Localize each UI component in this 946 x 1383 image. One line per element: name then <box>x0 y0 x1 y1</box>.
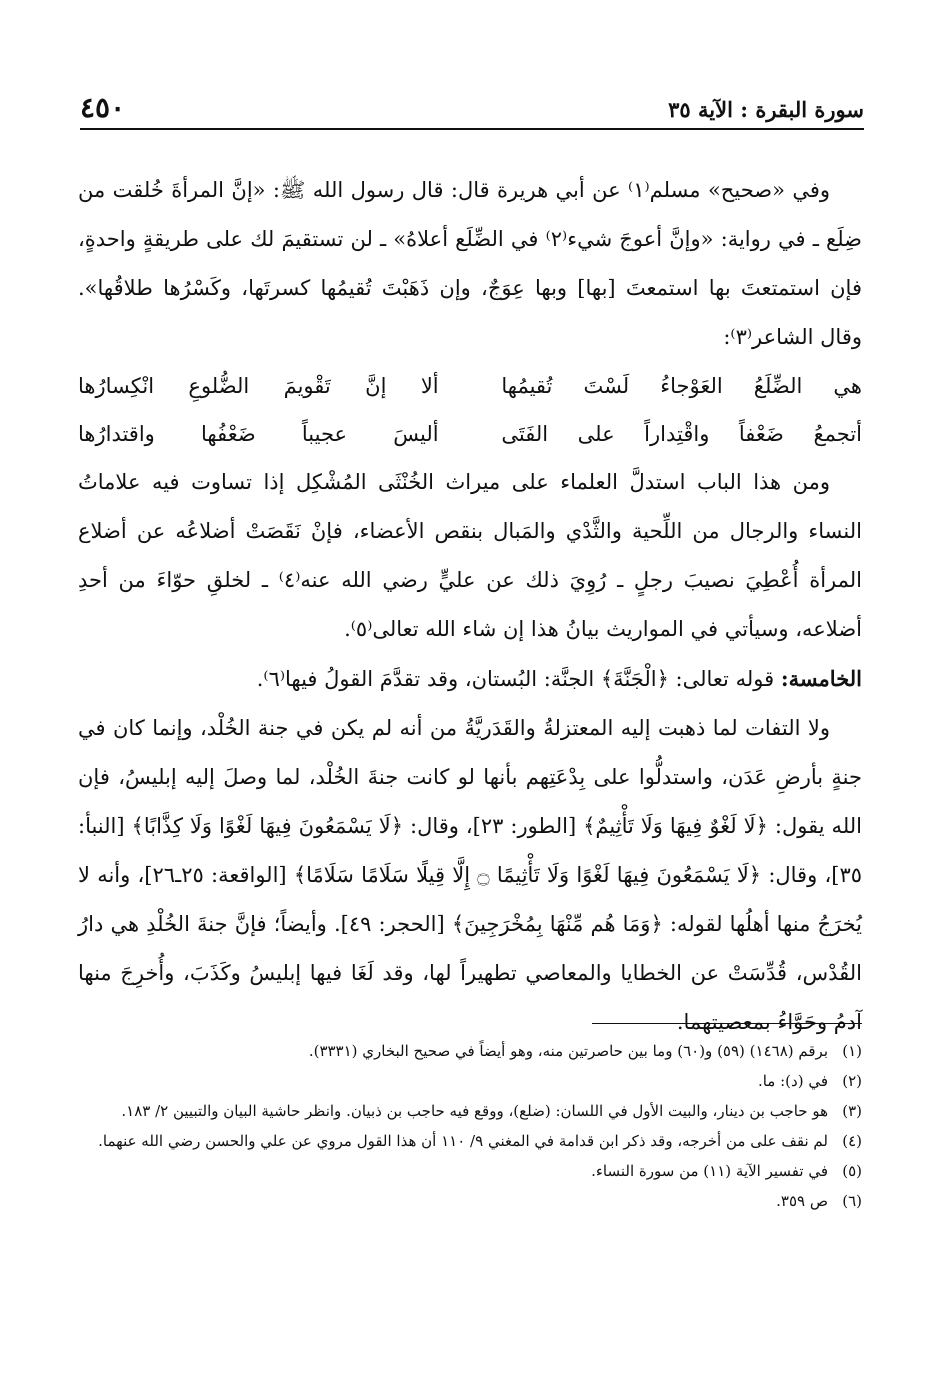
poem-verse <box>78 410 862 458</box>
footnote-text: ص ٣٥٩. <box>776 1192 828 1210</box>
verse-second-hemistich: أليسَ عجيباً ضَعْفُها واقتدارُها <box>78 422 439 446</box>
footnote-text: في (د): ما. <box>757 1072 828 1090</box>
section-text: قوله تعالى: ﴿الْجَنَّةَ﴾ الجنَّة: البُستان، وقد تقدَّمَ القولُ فيها⁽٦⁾. <box>256 667 775 691</box>
footnote-number: (٤) <box>842 1132 862 1150</box>
footnote-number: (٦) <box>842 1192 862 1210</box>
footnote-number: (٣) <box>842 1102 862 1120</box>
page-number: ٤٥٠ <box>80 91 126 124</box>
verse-first-hemistich: أتجمعُ ضَعْفاً واقْتِداراً على الفَتَى <box>501 422 862 446</box>
poem <box>78 362 862 458</box>
verse-first-hemistich: هي الضِّلَعُ العَوْجاءُ لَسْتَ تُقيمُها <box>501 374 862 398</box>
footnote-number: (٢) <box>842 1072 862 1090</box>
footnote-number: (١) <box>842 1042 862 1060</box>
running-head <box>80 88 864 130</box>
footnote <box>78 1096 862 1126</box>
footnote <box>78 1036 862 1066</box>
footnote-number: (٥) <box>842 1162 862 1180</box>
footnotes <box>78 1036 862 1216</box>
paragraph-fifth-issue <box>78 654 862 704</box>
verse-second-hemistich: ألا إنَّ تَقْويمَ الضُّلوعِ انْكِسارُها <box>78 374 439 398</box>
surah-title: سورة البقرة : الآية ٣٥ <box>668 97 864 122</box>
footnote-text: لم نقف على من أخرجه، وقد ذكر ابن قدامة في المغني ٩/ ١١٠ أن هذا القول مروي عن علي والحسن رضي الله عنهما. <box>98 1132 828 1150</box>
footnote <box>78 1066 862 1096</box>
paragraph-paradise: ولا التفات لما ذهبت إليه المعتزلةُ والقَدَريَّةُ من أنه لم يكن في جنة الخُلْد، وإنما كان في جنةٍ بأرضِ عَدَن، واستدلُّوا على بِدْعَتِهم بأنها لو كانت جنةَ الخُلْد، لما وصلَ إليه إبليسُ، فإن الله يقول: ﴿لَا لَغْوٌ فِيهَا وَلَا تَأْثِيمٌ﴾ [الطور: ٢٣]، وقال: ﴿لَا يَسْمَعُونَ فِيهَا لَغْوًا وَلَا كِذَّابًا﴾ [النبأ: ٣٥]، وقال: ﴿لَا يَسْمَعُونَ فِيهَا لَغْوًا وَلَا تَأْثِيمًا ۝ إِلَّا قِيلًا سَلَامًا سَلَامًا﴾ [الواقعة: ٢٥ـ٢٦]، وأنه لا يُخرَجُ منها أهلُها لقوله: ﴿وَمَا هُم مِّنْهَا بِمُخْرَجِينَ﴾ [الحجر: ٤٩]. وأيضاً؛ فإنَّ جنةَ الخُلْدِ هي دارُ القُدْس، قُدِّسَتْ عن الخطايا والمعاصي تطهيراً لها، وقد لَغَا فيها إبليسُ وكَذَبَ، وأُخرِجَ منها آدمُ وحَوَّاءُ بمعصيتهما. <box>78 716 863 1034</box>
footnote-text: هو حاجب بن دينار، والبيت الأول في اللسان: (ضلع)، ووقع فيه حاجب بن ذبيان. وانظر حاشية البيان والتبيين ٢/ ١٨٣. <box>121 1102 828 1120</box>
section-label: الخامسة: <box>780 666 862 691</box>
footnote <box>78 1186 862 1216</box>
footnote-text: برقم (١٤٦٨) (٥٩) و(٦٠) وما بين حاصرتين منه، وهو أيضاً في صحيح البخاري (٣٣٣١). <box>308 1042 828 1060</box>
main-text <box>78 166 862 1047</box>
footnote <box>78 1126 862 1156</box>
paragraph-hermaphrodite: ومن هذا الباب استدلَّ العلماء على ميراث الخُنْثَى المُشْكِل إذا تساوت فيه علاماتُ النساء والرجال من اللِّحية والثَّدْي والمَبال بنقص الأعضاء، فإنْ نَقَصَتْ أضلاعُه عن أضلاع المرأة أُعْطِيَ نصيبَ رجلٍ ـ رُوِيَ ذلك عن عليٍّ رضي الله عنه⁽٤⁾ ـ لخلقِ حوّاءَ من أحدِ أضلاعه، وسيأتي في المواريث بيانُ هذا إن شاء الله تعالى⁽٥⁾. <box>78 470 863 641</box>
poem-verse <box>78 362 862 410</box>
footnote <box>78 1156 862 1186</box>
footnote-separator <box>592 1023 862 1024</box>
footnote-text: في تفسير الآية (١١) من سورة النساء. <box>591 1162 828 1180</box>
paragraph-hadith: وفي «صحيح» مسلم⁽١⁾ عن أبي هريرة قال: قال رسول الله ﷺ: «إنَّ المرأةَ خُلقت من ضِلَع ـ في رواية: «وإنَّ أعوجَ شيء⁽٢⁾ في الضِّلَع أعلاهُ» ـ لن تستقيمَ لك على طريقةٍ واحدةٍ، فإن استمتعتَ بها استمعتَ [بها] وبها عِوَجٌ، وإن ذَهَبْتَ تُقيمُها كسرتَها، وكَسْرُها طلاقُها». وقال الشاعر⁽٣⁾: <box>78 178 863 349</box>
